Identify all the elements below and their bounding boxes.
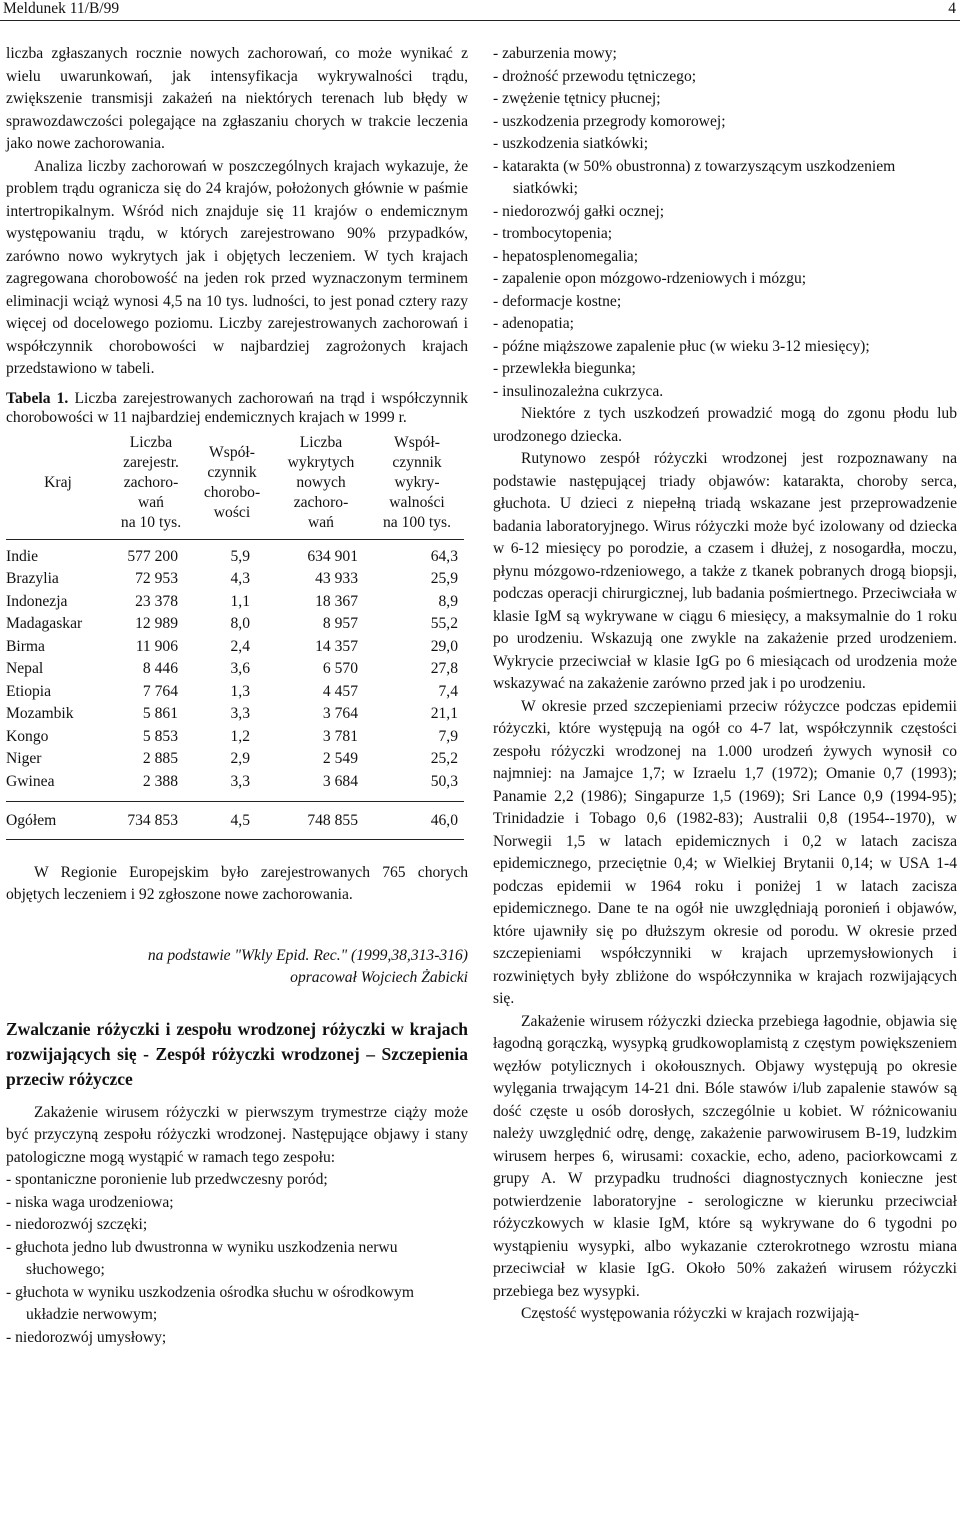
column-header-line: Współ- <box>209 443 255 461</box>
country-cell: Etiopia <box>6 682 52 700</box>
list-item: - niedorozwój umysłowy; <box>6 1328 167 1346</box>
list-item: - hepatosplenomegalia; <box>493 247 639 265</box>
list-item: - niedorozwój szczęki; <box>6 1216 148 1233</box>
value-cell: 7,4 <box>438 682 458 700</box>
author-line: opracował Wojciech Żabicki <box>290 968 468 986</box>
value-cell: 25,2 <box>430 750 458 767</box>
table-header-row <box>6 433 464 540</box>
value-cell: 7,9 <box>438 727 458 745</box>
paragraph: Częstość występowania różyczki w krajach rozwijają- <box>521 1305 860 1322</box>
value-cell: 4 457 <box>322 682 358 700</box>
country-cell: Indonezja <box>6 592 68 610</box>
value-cell: 5,9 <box>230 547 250 565</box>
paragraph: Zakażenie wirusem różyczki dziecka przebiega łagodnie, objawia się łagodną gorączką, wysypką grudkowoplamistą z częstym powiększeniem węzłów potylicznych i okołousznych. Objawy występują po okresie wylęgania trwającym 14-21 dni. Bóle stawów i/lub zapalenie stawów są dość częste u osób dorosłych, szczególnie u kobiet. W różnicowaniu należy uwzględnić odrę, dengę, zakażenie parwowirusem B-19, ludzkim wirusem herpes 6, wirusami: coxackie, echo, adeno, paciorkowcami z grupy A. W przypadku trudności diagnostycznych konieczne jest potwierdzenie laboratoryjne - serologiczne w kierunku przeciwciał różyczkowych w klasie IgM, które są wykrywane do 6 tygodni po wystąpieniu wysypki, albo wykazanie czterokrotnego wzrostu miana przeciwciał w klasie IgG. Około 50% zakażeń wirusem różyczki przebiega bez wysypki. <box>493 1012 957 1300</box>
value-cell: 25,9 <box>430 570 458 587</box>
value-cell: 6 570 <box>322 660 358 677</box>
list-item: - katarakta (w 50% obustronna) z towarzyszącym uszkodzeniem siatkówki; <box>493 157 896 197</box>
list-item: - insulinozależna cukrzyca. <box>493 382 664 400</box>
source-line: na podstawie "Wkly Epid. Rec." (1999,38,313-316) <box>147 946 468 964</box>
country-cell: Niger <box>6 750 42 767</box>
list-item: - późne miąższowe zapalenie płuc (w wieku 3-12 miesięcy); <box>493 337 870 355</box>
value-cell: 634 901 <box>307 547 358 565</box>
total-value: 734 853 <box>110 802 192 840</box>
paragraph: Zakażenie wirusem różyczki w pierwszym trymestrze ciąży może być przyczyną zespołu różyczki wrodzonej. Następujące objawy i stany patologiczne mogą wystąpić w ramach tego zespołu: <box>6 1103 468 1166</box>
column-header-line: zarejestr. <box>123 453 179 471</box>
value-cell: 5 853 <box>142 727 178 745</box>
value-cell: 23 378 <box>135 592 178 610</box>
paragraph: liczba zgłaszanych rocznie nowych zachorowań, co może wynikać z wielu uwarunkowań, jak intensyfikacja wykrywalności trądu, zwiększenie transmisji zakażeń na niektórych terenach lub błędy w sprawozdawczości polegające na zgłaszaniu chorych w trakcie leczenia jako nowe zachorowania. <box>6 45 468 152</box>
column-header <box>110 433 192 540</box>
column-header-line: wań <box>308 513 334 531</box>
value-cell: 3 781 <box>322 727 358 745</box>
value-cell: 29,0 <box>430 637 458 655</box>
table-row <box>6 771 464 802</box>
symptom-list-continued <box>493 43 957 403</box>
column-header-line: wykry- <box>394 473 440 491</box>
country-cell: Nepal <box>6 660 44 677</box>
value-cell: 3,6 <box>230 660 250 677</box>
country-cell: Mozambik <box>6 705 74 722</box>
paragraph: Analiza liczby zachorowań w poszczególnych krajach wykazuje, że problem trądu ogranicza się do 24 krajów, położonych głównie w paśmie intertropikalnym. Wśród nich znajduje się 11 krajów o endemicznym występowaniu trądu, w których zarejestrowano 90% przypadków, zarówno nowo wykrytych jak i objętych leczeniem. W tych krajach zagregowana chorobowość na jeden rok przed wyznaczonym terminem eliminacji wciąż wynosi 4,5 na 10 tys. ludności, to jest ponad cztery razy więcej od docelowego poziomu. Liczby zarejestrowanych zachorowań i współczynnik chorobowości w najbardziej zagrożonych krajach przedstawiono w tabeli. <box>6 157 468 377</box>
list-item: - uszkodzenia przegrody komorowej; <box>493 112 726 130</box>
paragraph: Niektóre z tych uszkodzeń prowadzić mogą do zgonu płodu lub urodzonego dziecka. <box>493 405 957 445</box>
table-row <box>6 681 464 704</box>
value-cell: 7 764 <box>142 682 178 700</box>
column-header-line: na 10 tys. <box>120 513 182 531</box>
total-value: 46,0 <box>370 802 464 840</box>
value-cell: 8 446 <box>142 660 178 677</box>
section-title: Zwalczanie różyczki i zespołu wrodzonej różyczki w krajach rozwijających się - Zespół różyczki wrodzonej – Szczepienia przeciw różyczce <box>6 1018 468 1089</box>
country-cell: Brazylia <box>6 570 59 587</box>
value-cell: 2,9 <box>230 750 250 767</box>
table-row <box>6 748 464 771</box>
value-cell: 3,3 <box>192 771 272 802</box>
page-number: 4 <box>948 0 956 17</box>
value-cell: 43 933 <box>315 570 358 587</box>
value-cell: 3,3 <box>230 705 250 722</box>
total-value: 4,5 <box>192 802 272 840</box>
header-journal-title: Meldunek 11/B/99 <box>3 0 120 17</box>
table-row <box>6 658 464 681</box>
left-column <box>6 43 468 1349</box>
leprosy-table <box>6 433 464 840</box>
value-cell: 4,3 <box>230 570 250 587</box>
value-cell: 50,3 <box>370 771 464 802</box>
total-label: Ogółem <box>6 802 110 840</box>
table-row <box>6 591 464 614</box>
table-row <box>6 613 464 636</box>
list-item: - zaburzenia mowy; <box>493 45 617 62</box>
paragraph: Rutynowo zespół różyczki wrodzonej jest rozpoznawany na podstawie następującej triady objawów: katarakta, choroby serca, głuchota. U dzieci z niepełną triadą wskazane jest przeprowadzenie badania laboratoryjnego. Wirus różyczki może być izolowany od dziecka w 6-12 miesięcy po porodzie, a czasem i dłużej, z nosogardła, moczu, płynu mózgowo-rdzeniowego, a także z tkanek pobranych drogą biopsji, podczas operacji chirurgicznej, lub badania pośmiertnego. Przeciwciała w klasie IgM są wykrywane w ciągu 6 miesięcy, a maksymalnie do 1 roku po urodzeniu. Wskazują one zwykle na zakażenie przed urodzeniem. Wykrycie przeciwciał w klasie IgG po 6 miesiącach od urodzenia może wskazywać na zakażenie zarówno przed jak i po urodzeniu. <box>493 450 957 692</box>
list-item: - niska waga urodzeniowa; <box>6 1193 174 1211</box>
country-cell: Kongo <box>6 727 49 745</box>
column-header-line: chorobo- <box>203 483 261 501</box>
table-row <box>6 703 464 726</box>
list-item: - trombocytopenia; <box>493 225 613 242</box>
source-citation <box>6 945 468 989</box>
list-item: - przewlekła biegunka; <box>493 360 636 377</box>
list-item: - drożność przewodu tętniczego; <box>493 67 697 85</box>
total-value: 748 855 <box>272 802 370 840</box>
country-cell: Indie <box>6 547 39 565</box>
value-cell: 18 367 <box>315 592 358 610</box>
column-header-line: zachoro- <box>123 473 179 491</box>
right-column <box>493 43 957 1326</box>
table-body <box>6 539 464 802</box>
column-header-line: Liczba <box>129 433 173 451</box>
column-header-line: Współ- <box>394 433 440 451</box>
list-item: - spontaniczne poronienie lub przedwczesny poród; <box>6 1171 328 1188</box>
list-item: - zwężenie tętnicy płucnej; <box>493 90 661 107</box>
value-cell: 1,1 <box>230 592 250 610</box>
value-cell: 2,4 <box>230 637 250 655</box>
column-header-line: wykrytych <box>287 453 355 471</box>
column-header-line: zachoro- <box>293 493 349 511</box>
column-header <box>6 433 110 540</box>
column-header-line: czynnik <box>392 453 442 471</box>
table-row <box>6 539 464 568</box>
list-item: - adenopatia; <box>493 315 574 332</box>
value-cell: 5 861 <box>142 705 178 722</box>
column-header <box>272 433 370 540</box>
table-caption <box>6 389 468 427</box>
value-cell: 55,2 <box>430 615 458 632</box>
column-header <box>192 433 272 540</box>
table-caption-label: Tabela 1. <box>6 389 69 407</box>
value-cell: 2 549 <box>322 750 358 767</box>
paragraph: W okresie przed szczepieniami przeciw różyczce podczas epidemii różyczki, które występują na ogół co 4-7 lat, współczynnik częstości zespołu różyczki wrodzonej na 1.000 urodzeń żywych wynosił co najmniej: na Jamajce 1,7; w Izraelu 1,7 (1972); Omanie 0,7 (1993); Panamie 2,2 (1986); Singapurze 1,5 (1969); Sri Lance 0,9 (1994-95); Trinidadzie i Tobago 0,6 (1982-83); Australii 0,8 (1954--1970), w Norwegii 1,5 w latach epidemicznych i 0,2 w latach zacisza epidemicznego, przeciętnie 0,4; w Wielkiej Brytanii 0,14; w USA 1-4 podczas epidemii w 1964 roku i poniżej 1 w latach zacisza epidemicznego. Dane te na ogół nie uwzględniają poronień i objawów, które ujawniły się po dłuższym okresie od porodu. W okresie przed szczepieniami współczynniki w krajach uprzemysłowionych i rozwiniętych były zbliżone do współczynnika w krajach rozwijających się. <box>493 697 957 1007</box>
list-item: - uszkodzenia siatkówki; <box>493 135 649 152</box>
value-cell: 3 684 <box>272 771 370 802</box>
value-cell: 2 388 <box>110 771 192 802</box>
symptom-list <box>6 1169 468 1349</box>
value-cell: 12 989 <box>135 615 178 632</box>
value-cell: 8 957 <box>322 615 358 632</box>
column-header <box>370 433 464 540</box>
column-header-line: wości <box>213 503 251 521</box>
value-cell: 1,2 <box>230 727 250 745</box>
value-cell: 72 953 <box>135 570 178 587</box>
value-cell: 11 906 <box>135 637 178 655</box>
table-row <box>6 568 464 591</box>
header-rule <box>0 20 960 21</box>
column-header-line: na 100 tys. <box>382 513 451 531</box>
list-item: - głuchota jedno lub dwustronna w wyniku uszkodzenia nerwu słuchowego; <box>6 1238 398 1278</box>
table-total-row <box>6 802 464 840</box>
value-cell: 21,1 <box>430 705 458 722</box>
list-item: - deformacje kostne; <box>493 292 622 310</box>
value-cell: 64,3 <box>430 547 458 565</box>
value-cell: 27,8 <box>430 660 458 677</box>
column-header-line: Liczba <box>299 433 343 451</box>
country-cell: Gwinea <box>6 771 110 802</box>
value-cell: 8,9 <box>438 592 458 610</box>
column-header-line: wań <box>138 493 164 511</box>
list-item: - głuchota w wyniku uszkodzenia ośrodka słuchu w ośrodkowym układzie nerwowym; <box>6 1283 414 1323</box>
paragraph: W Regionie Europejskim było zarejestrowanych 765 chorych objętych leczeniem i 92 zgłoszone nowe zachorowania. <box>6 863 468 903</box>
country-cell: Birma <box>6 637 45 655</box>
list-item: - niedorozwój gałki ocznej; <box>493 202 665 220</box>
table-row <box>6 636 464 659</box>
column-header-line: czynnik <box>207 463 257 481</box>
value-cell: 2 885 <box>142 750 178 767</box>
country-cell: Madagaskar <box>6 615 83 632</box>
column-header-line: nowych <box>296 473 346 491</box>
table-caption-text: Liczba zarejestrowanych zachorowań na trąd i współczynnik chorobowości w 11 najbardziej endemicznych krajach w 1999 r. <box>6 389 468 426</box>
value-cell: 577 200 <box>127 547 178 565</box>
running-header <box>0 0 960 22</box>
column-header-line: walności <box>389 493 445 511</box>
value-cell: 1,3 <box>230 682 250 700</box>
table-row <box>6 726 464 749</box>
value-cell: 14 357 <box>315 637 358 655</box>
value-cell: 3 764 <box>322 705 358 722</box>
value-cell: 8,0 <box>230 615 250 632</box>
column-header-line: Kraj <box>44 473 72 491</box>
list-item: - zapalenie opon mózgowo-rdzeniowych i mózgu; <box>493 270 807 287</box>
